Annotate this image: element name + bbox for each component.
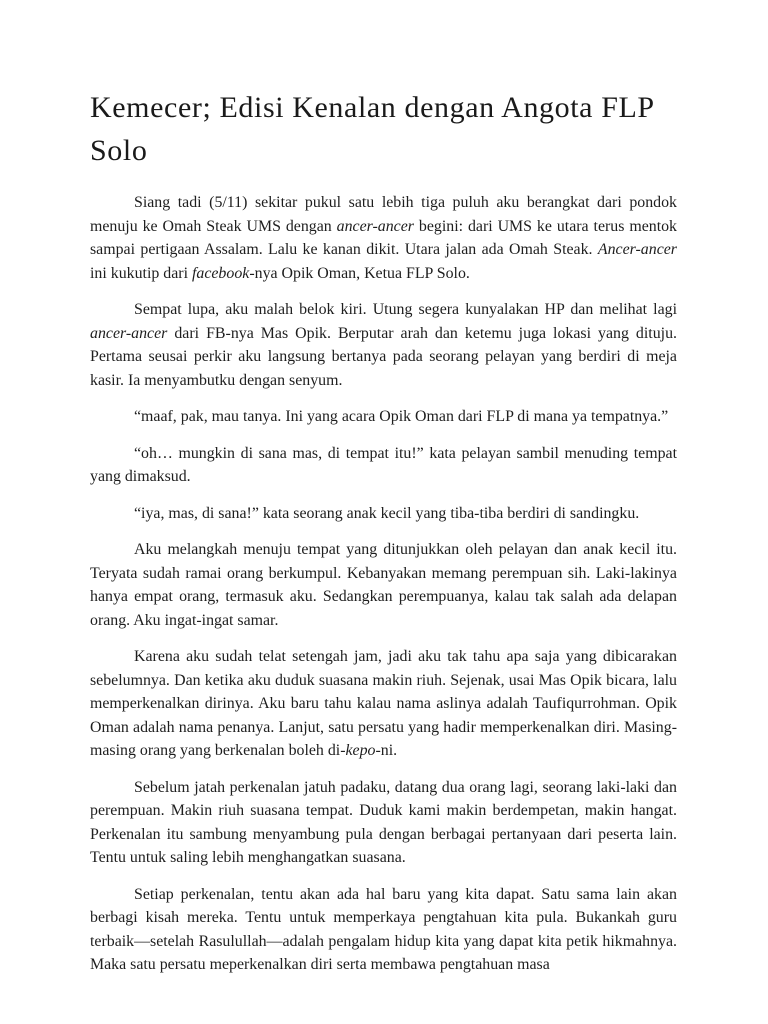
italic-text: ancer-ancer bbox=[336, 217, 414, 235]
document-title: Kemecer; Edisi Kenalan dengan Angota FLP Solo bbox=[90, 91, 654, 167]
italic-text: kepo bbox=[345, 742, 376, 759]
paragraph bbox=[90, 502, 677, 526]
text-run: “maaf, pak, mau tanya. Ini yang acara Opik Oman dari FLP di mana ya tempatnya.” bbox=[134, 408, 669, 425]
text-run: “iya, mas, di sana!” kata seorang anak kecil yang tiba-tiba berdiri di sandingku. bbox=[134, 504, 640, 522]
italic-text: Ancer-ancer bbox=[597, 241, 677, 258]
text-run: dari FB-nya Mas Opik. Berputar arah dan ketemu juga lokasi yang dituju. Pertama seusai perkir aku langsung bertanya pada seorang pelayan yang berdiri di meja kasir. Ia menyambutku dengan senyum. bbox=[90, 324, 677, 389]
text-run: Sempat lupa, aku malah belok kiri. Utung segera kunyalakan HP dan melihat lagi bbox=[134, 301, 677, 318]
paragraph bbox=[90, 191, 677, 285]
paragraph bbox=[90, 645, 677, 763]
paragraph bbox=[90, 538, 677, 632]
text-run: Sebelum jatah perkenalan jatuh padaku, datang dua orang lagi, seorang laki-laki dan perempuan. Makin riuh suasana tempat. Duduk kami makin berdempetan, makin hangat. Perkenalan itu sambung menyambung pula dengan berbagai pertanyaan dari peserta lain. Tentu untuk saling lebih menghangatkan suasana. bbox=[90, 778, 677, 866]
text-run: ini kukutip dari bbox=[90, 264, 192, 282]
text-run: Siang tadi (5/11) sekitar pukul satu lebih tiga puluh aku berangkat dari pondok menuju ke Omah Steak UMS dengan bbox=[90, 194, 677, 235]
paragraph bbox=[90, 776, 677, 870]
text-run: Aku melangkah menuju tempat yang ditunjukkan oleh pelayan dan anak kecil itu. Teryata sudah ramai orang berkumpul. Kebanyakan memang perempuan sih. Laki-lakinya hanya empat orang, termasuk aku. Sedangkan perempuanya, kalau tak salah ada delapan orang. Aku ingat-ingat samar. bbox=[90, 541, 677, 629]
document-body bbox=[90, 191, 677, 977]
paragraph bbox=[90, 442, 677, 489]
text-run: -ni. bbox=[375, 742, 398, 759]
document-page bbox=[90, 86, 677, 990]
text-run: begini: dari UMS ke utara terus mentok sampai pertigaan Assalam. Lalu ke kanan dikit. Utara jalan ada Omah Steak. bbox=[90, 217, 677, 258]
text-run: “oh… mungkin di sana mas, di tempat itu!” kata pelayan sambil menuding tempat yang dimaksud. bbox=[90, 444, 677, 485]
paragraph bbox=[90, 883, 677, 977]
paragraph bbox=[90, 405, 677, 429]
text-run: -nya Opik Oman, Ketua FLP Solo. bbox=[249, 264, 470, 282]
text-run: Setiap perkenalan, tentu akan ada hal baru yang kita dapat. Satu sama lain akan berbagi kisah mereka. Tentu untuk memperkaya pengtahuan kita pula. Bukankah guru terbaik—setelah Rasulullah—adalah pengalam hidup kita yang dapat kita petik hikmahnya. Maka satu persatu meperkenalkan diri serta membawa pengtahuan masa bbox=[90, 885, 677, 973]
italic-text: facebook bbox=[191, 264, 250, 282]
italic-text: ancer-ancer bbox=[90, 324, 168, 342]
text-run: Karena aku sudah telat setengah jam, jadi aku tak tahu apa saja yang dibicarakan sebelumnya. Dan ketika aku duduk suasana makin riuh. Sejenak, usai Mas Opik bicara, lalu memperkenalkan dirinya. Aku baru tahu kalau nama aslinya adalah Taufiqurrohman. Opik Oman adalah nama penanya. Lanjut, satu persatu yang hadir memperkenalkan diri. Masing-masing orang yang berkenalan boleh di- bbox=[90, 648, 677, 759]
paragraph bbox=[90, 298, 677, 392]
